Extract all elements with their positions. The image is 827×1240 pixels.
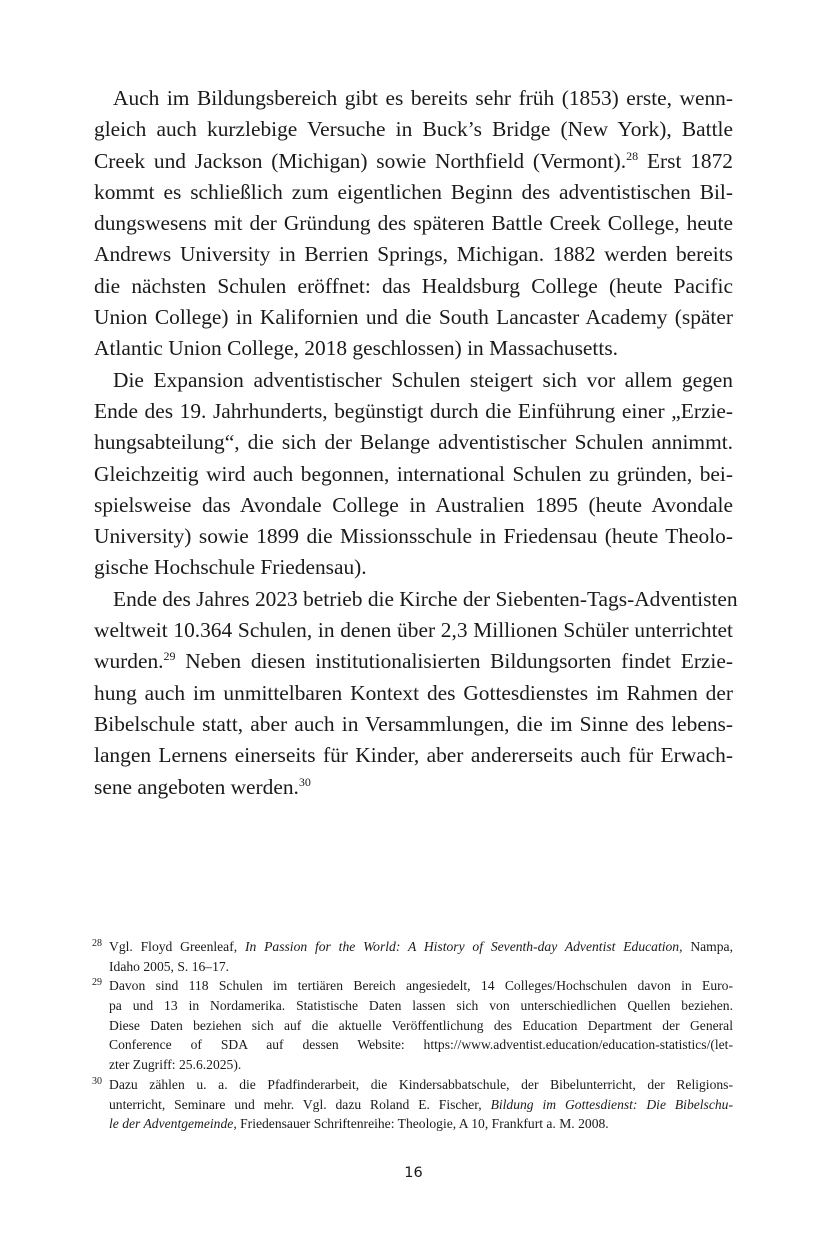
footnote-30 (94, 1075, 733, 1134)
footnote-ref-29[interactable]: 29 (163, 649, 176, 664)
paragraph-3 (94, 584, 738, 803)
text-line: Creek und Jackson (Michigan) sowie Northfield (Vermont).$^{28}$ Erst 1872 (94, 148, 734, 173)
text-line: Die Expansion adventistischer Schulen steigert sich vor allem gegen (113, 367, 733, 392)
footnote-line: Idaho 2005, S. 16–17. (109, 958, 230, 974)
footnote-line: Conference of SDA auf dessen Website: https://www.adventist.education/education-statistics/(let- (109, 1037, 733, 1053)
text-line: Ende des 19. Jahrhunderts, begünstigt durch die Einführung einer „Erzie- (94, 398, 733, 423)
text-line: University) sowie 1899 die Missionsschule in Friedensau (heute Theolo- (94, 524, 733, 549)
footnotes (94, 937, 733, 1134)
text-line: Union College) in Kalifornien und die South Lancaster Academy (später (94, 305, 733, 330)
text-line: Andrews University in Berrien Springs, Michigan. 1882 werden bereits (94, 242, 733, 267)
footnote-ref-28[interactable]: 28 (626, 148, 639, 163)
text-line: Gleichzeitig wird auch begonnen, international Schulen zu gründen, bei- (94, 461, 733, 486)
page-number: 16 (404, 1165, 423, 1181)
footnote-line: pa und 13 in Nordamerika. Statistische Daten lassen sich von unterschiedlichen Quellen beziehen. (109, 998, 733, 1014)
text-line: Bibelschule statt, aber auch in Versammlungen, die im Sinne des lebens- (94, 711, 733, 736)
footnote-line: unterricht, Seminare und mehr. Vgl. dazu Roland E. Fischer, Bildung im Gottesdienst: Die Bibelschu- (109, 1096, 733, 1112)
footnote-number: 29 (92, 977, 102, 989)
text-line: die nächsten Schulen eröffnet: das Healdsburg College (heute Pacific (94, 273, 733, 298)
text-line: sene angeboten werden.$^{30}$ (94, 774, 311, 799)
text-line: Atlantic Union College, 2018 geschlossen) in Massachusetts. (94, 336, 618, 361)
text-line: kommt es schließlich zum eigentlichen Beginn des adventistischen Bil- (94, 179, 733, 204)
paragraph-1 (94, 83, 733, 365)
text-line: Auch im Bildungsbereich gibt es bereits sehr früh (1853) erste, wenn- (113, 86, 733, 110)
text-line: Ende des Jahres 2023 betrieb die Kirche der Siebenten-Tags-Adventisten (113, 586, 738, 611)
footnote-line: Dazu zählen u. a. die Pfadfinderarbeit, die Kindersabbatschule, der Bibelunterricht, der Religions- (109, 1076, 733, 1092)
text-line: hung auch im unmittelbaren Kontext des Gottesdienstes im Rahmen der (94, 680, 733, 705)
footnote-29 (94, 976, 733, 1074)
text-line: spielsweise das Avondale College in Australien 1895 (heute Avondale (94, 492, 733, 517)
footnote-ref-30[interactable]: 30 (298, 774, 311, 789)
footnote-28 (94, 937, 733, 976)
footnote-number: 30 (92, 1075, 102, 1087)
text-line: gleich auch kurzlebige Versuche in Buck’s Bridge (New York), Battle (94, 117, 733, 142)
footnote-line: zter Zugriff: 25.6.2025). (109, 1057, 242, 1073)
footnote-line: le der Adventgemeinde, Friedensauer Schriftenreihe: Theologie, A 10, Frankfurt a. M. 2008. (109, 1116, 609, 1132)
text-line: gische Hochschule Friedensau). (94, 555, 367, 580)
text-line: dungswesens mit der Gründung des späteren Battle Creek College, heute (94, 211, 733, 236)
text-line: hungsabteilung“, die sich der Belange adventistischer Schulen annimmt. (94, 430, 733, 455)
footnote-line: Vgl. Floyd Greenleaf, In Passion for the World: A History of Seventh-day Adventist Education, Nampa, (109, 939, 733, 954)
footnote-number: 28 (92, 938, 102, 949)
paragraph-2 (94, 365, 733, 584)
text-line: langen Lernens einerseits für Kinder, aber andererseits auch für Erwach- (94, 743, 733, 768)
main-text (94, 83, 738, 803)
footnote-line: Diese Daten beziehen sich auf die aktuelle Veröffentlichung des Education Department der General (109, 1017, 733, 1033)
text-line: wurden.$^{29}$ Neben diesen institutionalisierten Bildungsorten findet Erzie- (94, 649, 733, 674)
footnote-line: Davon sind 118 Schulen im tertiären Bereich angesiedelt, 14 Colleges/Hochschulen davon in Euro- (109, 978, 733, 994)
text-line: weltweit 10.364 Schulen, in denen über 2,3 Millionen Schüler unterrichtet (94, 618, 733, 643)
